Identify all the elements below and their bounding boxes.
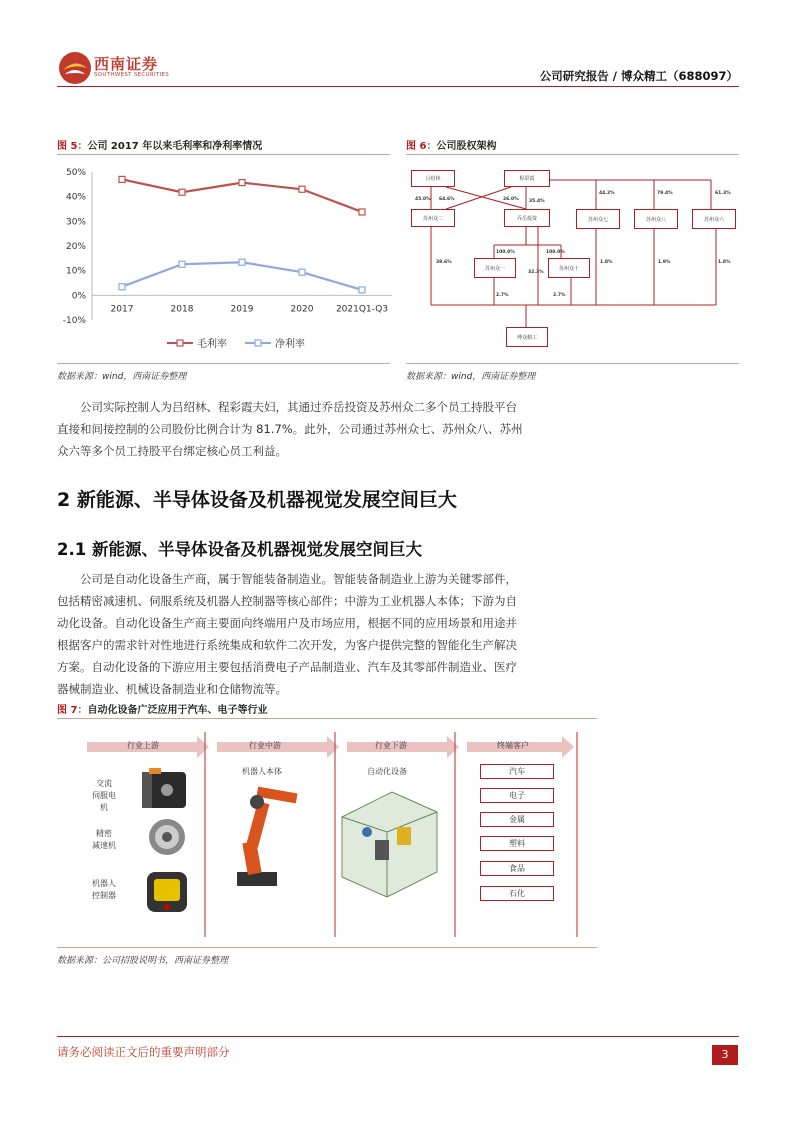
industry-chain-diagram — [57, 722, 597, 944]
chain-step-midstream: 行业中游 — [249, 741, 281, 750]
logo-text-cn: 西南证券 — [94, 55, 159, 73]
data-point — [119, 284, 125, 290]
pct-sz10-bz: 2.7% — [553, 293, 566, 298]
y-tick-label: 30% — [65, 217, 86, 228]
node-qiaoyue: 乔岳投资 — [504, 209, 550, 227]
node-sz2: 苏州众二 — [411, 209, 455, 227]
upstream-controller-label: 机器人 控制器 — [92, 879, 116, 900]
figure7-title-text: 自动化设备广泛应用于汽车、电子等行业 — [87, 705, 268, 716]
node-sz1: 苏州众一 — [474, 258, 516, 278]
data-point — [179, 261, 185, 267]
series-line — [122, 262, 362, 290]
chain-step-customers: 终端客户 — [497, 741, 529, 750]
section-heading-2: 2 新能源、半导体设备及机器视觉发展空间巨大 — [57, 489, 457, 511]
midstream-item-label: 机器人本体 — [242, 767, 282, 776]
para2-line: 包括精密减速机、伺服系统及机器人控制器等核心部件；中游为工业机器人本体；下游为自 — [57, 594, 517, 608]
paragraph-industry — [57, 568, 740, 700]
paragraph-ownership — [57, 396, 740, 462]
pct-lv-sz2: 45.0% — [415, 197, 431, 202]
upstream-servo-label: 交流 伺服电机 — [92, 779, 116, 812]
para2-line: 动化设备。自动化设备生产商主要面向终端用户及市场应用，根据不同的应用场景和用途并 — [57, 616, 517, 630]
figure5-source: 数据来源：wind，西南证券整理 — [57, 372, 187, 382]
pct-sz8-bz: 1.9% — [658, 260, 671, 265]
footer-rule — [57, 1036, 739, 1037]
chain-arrows — [57, 722, 597, 944]
controller-icon — [147, 872, 187, 912]
figure7-source: 数据来源：公司招股说明书，西南证券整理 — [57, 956, 229, 966]
upstream-reducer-label: 精密 减速机 — [92, 829, 116, 850]
pct-qy-sz10: 100.0% — [546, 250, 565, 255]
data-point — [299, 269, 305, 275]
node-sz8: 苏州众八 — [634, 209, 678, 229]
x-tick-label: 2019 — [230, 304, 254, 315]
footer-notice: 请务必阅读正文后的重要声明部分 — [57, 1045, 230, 1059]
data-point — [239, 180, 245, 186]
reducer-icon — [149, 819, 185, 855]
chain-step-upstream: 行业上游 — [127, 741, 159, 750]
customer-box: 金属 — [480, 812, 554, 827]
servo-motor-icon — [142, 768, 186, 808]
x-tick-label: 2017 — [110, 304, 134, 315]
data-point — [239, 259, 245, 265]
para2-line: 方案。自动化设备的下游应用主要包括消费电子产品制造业、汽车及其零部件制造业、医疗 — [57, 660, 517, 674]
figure6-bottom-rule — [406, 363, 739, 364]
data-point — [179, 189, 185, 195]
legend-marker — [255, 340, 261, 346]
figure7-label: 图 7： — [57, 705, 88, 716]
y-tick-label: -10% — [62, 316, 86, 326]
node-bozhong: 博众精工 — [506, 327, 548, 347]
pct-sz8: 79.4% — [657, 191, 673, 196]
figure5-bottom-rule — [57, 363, 390, 364]
y-tick-label: 50% — [65, 168, 86, 178]
margin-line-chart — [57, 160, 397, 360]
figure5-title — [57, 137, 262, 152]
pct-ch-sz2: 26.0% — [503, 197, 519, 202]
report-title: 公司研究报告 / 博众精工（688097） — [539, 69, 738, 83]
pct-qy-sz1: 100.0% — [496, 250, 515, 255]
customer-box: 石化 — [480, 886, 554, 901]
figure6-top-rule — [406, 154, 739, 155]
pct-lv-qy: 64.6% — [439, 197, 455, 202]
y-tick-label: 20% — [65, 242, 86, 252]
robot-arm-icon — [237, 787, 298, 886]
data-point — [359, 287, 365, 293]
customer-box: 汽车 — [480, 764, 554, 779]
figure6-source: 数据来源：wind，西南证券整理 — [406, 372, 536, 382]
y-tick-label: 40% — [65, 192, 86, 203]
figure7-bottom-rule — [57, 947, 597, 948]
pct-sz7: 44.2% — [599, 191, 615, 196]
node-lv: 吕绍林 — [411, 170, 455, 187]
figure6-title — [406, 137, 496, 152]
para2-line: 公司是自动化设备生产商，属于智能装备制造业。智能装备制造业上游为关键零部件， — [80, 572, 517, 586]
figure5-title-text: 公司 2017 年以来毛利率和净利率情况 — [87, 141, 263, 152]
pct-sz1-bz: 2.7% — [496, 293, 509, 298]
header-rule — [57, 86, 739, 87]
page-number: 3 — [712, 1045, 738, 1065]
figure7-title — [57, 701, 267, 716]
pct-ch-qy: 35.4% — [529, 199, 545, 204]
node-sz7: 苏州众七 — [576, 209, 620, 229]
customer-box: 塑料 — [480, 836, 554, 851]
pct-sz7-bz: 1.8% — [600, 260, 613, 265]
pct-sz2-bz: 38.6% — [436, 260, 452, 265]
node-sz6: 苏州众六 — [692, 209, 736, 229]
legend-marker — [177, 340, 183, 346]
legend-label: 毛利率 — [197, 339, 227, 350]
ownership-diagram — [406, 160, 739, 360]
customer-box: 电子 — [480, 788, 554, 803]
figure5-label: 图 5： — [57, 141, 88, 152]
figure6-label: 图 6： — [406, 141, 437, 152]
downstream-item-label: 自动化设备 — [367, 767, 407, 776]
legend-label: 净利率 — [275, 339, 305, 350]
section-heading-2-1: 2.1 新能源、半导体设备及机器视觉发展空间巨大 — [57, 540, 422, 559]
para2-line: 器械制造业、机械设备制造业和仓储物流等。 — [57, 682, 287, 696]
y-tick-label: 0% — [71, 291, 86, 302]
para1-line: 直接和间接控制的公司股份比例合计为 81.7%。此外，公司通过苏州众七、苏州众八、苏州 — [57, 422, 523, 436]
data-point — [359, 209, 365, 215]
x-tick-label: 2020 — [290, 304, 314, 315]
node-sz10: 苏州众十 — [548, 258, 590, 278]
chain-step-downstream: 行业下游 — [375, 741, 407, 750]
customer-box: 食品 — [480, 861, 554, 876]
para1-line: 公司实际控制人为吕绍林、程彩霞夫妇，其通过乔岳投资及苏州众二多个员工持股平台 — [80, 400, 517, 414]
data-point — [299, 186, 305, 192]
x-tick-label: 2021Q1-Q3 — [335, 304, 389, 315]
figure6-title-text: 公司股权架构 — [436, 141, 497, 152]
figure7-top-rule — [57, 718, 597, 719]
y-tick-label: 10% — [65, 266, 86, 277]
x-tick-label: 2018 — [170, 304, 194, 315]
data-point — [119, 176, 125, 182]
logo-text-en: SOUTHWEST SECURITIES — [94, 72, 170, 78]
node-cheng: 程彩霞 — [504, 170, 550, 187]
pct-qy-bz: 32.3% — [528, 270, 544, 275]
logo-mark-icon — [57, 50, 93, 86]
automation-cell-icon — [342, 792, 437, 897]
figure5-top-rule — [57, 154, 390, 155]
pct-sz6-bz: 1.8% — [718, 260, 731, 265]
para2-line: 根据客户的需求针对性地进行系统集成和软件二次开发，为客户提供完整的智能化生产解决 — [57, 638, 517, 652]
para1-line: 众六等多个员工持股平台绑定核心员工利益。 — [57, 444, 287, 458]
pct-sz6: 61.3% — [715, 191, 731, 196]
